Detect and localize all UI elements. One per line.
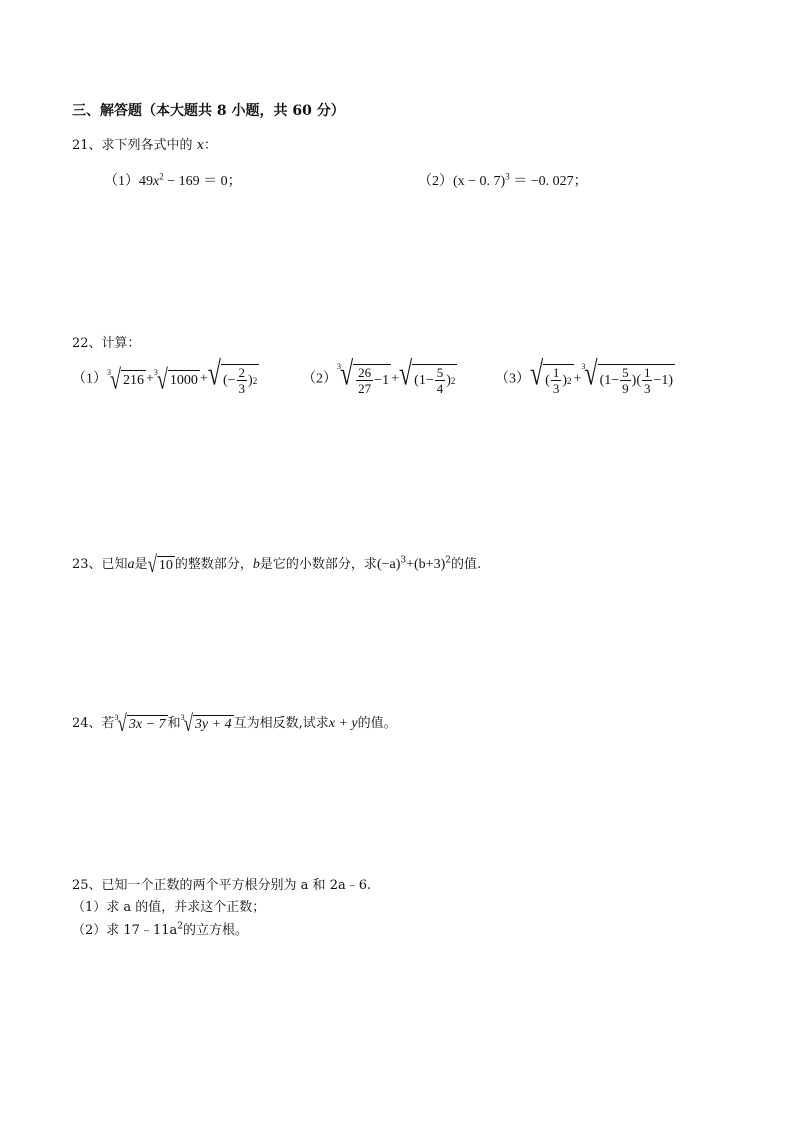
- q23-suffix: 的值.: [450, 557, 482, 572]
- radicand: [543, 364, 573, 395]
- open-paren: (: [545, 372, 550, 388]
- q22-part2: [302, 356, 457, 396]
- minus-one: −1: [374, 372, 390, 388]
- q24-mid2: 互为相反数,试求: [233, 716, 329, 731]
- radical-sign-icon: √: [110, 364, 121, 395]
- q25-line3-suffix: 的立方根。: [182, 923, 248, 938]
- close-paren: ): [446, 372, 451, 388]
- q25-line2: （1）求 a 的值，并求这个正数；: [72, 900, 266, 915]
- q23-mid1: 是: [134, 557, 148, 572]
- close-paren: ): [248, 372, 253, 388]
- q21-part2-rest: ＝ −0. 027；: [509, 174, 588, 189]
- radicand: 216: [121, 370, 146, 390]
- q23-expr1: (−a): [376, 557, 401, 572]
- q22-p1-label: （1）: [72, 371, 107, 387]
- fraction: [237, 366, 248, 395]
- q23-expr2: (b+3): [414, 557, 446, 572]
- q24-prefix: 24、若: [72, 716, 115, 731]
- q22-part1: [72, 356, 259, 396]
- q23-prefix: 23、已知: [72, 557, 128, 572]
- radical-sign-icon: √: [398, 356, 413, 393]
- radicand: 3y + 4: [194, 716, 232, 732]
- numerator: 5: [622, 365, 629, 380]
- radical-sign-icon: √: [156, 364, 168, 395]
- q21-part1-label: （1）: [104, 174, 139, 189]
- q21-part2-label: （2）: [418, 174, 453, 189]
- radical-sign-icon: √: [207, 356, 221, 393]
- denominator: 9: [622, 381, 629, 396]
- q21-part1-rest: − 169 ＝ 0；: [163, 174, 242, 189]
- plus: +: [391, 371, 399, 387]
- denominator: 3: [552, 381, 560, 396]
- plus: +: [199, 371, 208, 387]
- denominator: 3: [643, 381, 651, 396]
- section-title: 三、解答题（本大题共 8 小题，共 60 分）: [72, 103, 345, 119]
- sqrt-frac: [207, 356, 259, 396]
- q21-part1: [104, 170, 242, 190]
- q22-prompt: 22、计算：: [72, 336, 141, 351]
- numerator: 1: [643, 365, 651, 380]
- exponent: 2: [252, 375, 258, 386]
- cbrt-product: [581, 356, 675, 396]
- fraction: [356, 366, 373, 395]
- close-open-paren: )(: [631, 372, 641, 388]
- q22-p3-label: （3）: [495, 371, 530, 387]
- q23-mid2: 的整数部分，: [174, 557, 253, 572]
- q23-mid3: 是它的小数部分，求: [259, 557, 377, 572]
- cbrt-3x-7: [114, 709, 168, 737]
- q25-line1: 25、已知一个正数的两个平方根分别为 a 和 2a﹣6.: [72, 878, 372, 893]
- radicand: [353, 364, 391, 395]
- numerator: 26: [358, 365, 372, 380]
- radical-sign-icon: √: [530, 356, 544, 393]
- cube-index: 3: [114, 712, 119, 722]
- cbrt-frac: [337, 356, 391, 396]
- radical-sign-icon: √: [340, 356, 354, 393]
- fraction: [620, 366, 631, 395]
- radicand: [598, 364, 675, 395]
- radicand: [412, 364, 457, 395]
- sqrt-expr: [398, 356, 457, 396]
- q23-var-a: a: [127, 557, 135, 572]
- q21-prompt-suffix: ：: [204, 138, 218, 153]
- q25-line3-sup: 2: [177, 921, 183, 932]
- q21-part2-expr: (x − 0. 7): [453, 174, 506, 189]
- q21-part1-coef: 49: [139, 174, 153, 189]
- q21-prompt: [72, 134, 217, 153]
- q23-text: [72, 550, 482, 578]
- q23-var-b: b: [252, 557, 260, 572]
- close-minus-one: −1): [653, 372, 674, 388]
- cube-index: 3: [180, 712, 185, 722]
- q21-part2: [418, 170, 588, 190]
- one-minus: (1−: [599, 372, 620, 388]
- q21-prompt-var: x: [196, 138, 205, 153]
- q23-plus: +: [406, 557, 415, 572]
- radicand: [221, 364, 259, 395]
- radical-sign-icon: √: [147, 550, 157, 578]
- q23-exp1: 3: [400, 555, 407, 566]
- cbrt-1000: [153, 364, 200, 395]
- sqrt-frac-third: [530, 356, 574, 396]
- q22-p2-label: （2）: [302, 371, 337, 387]
- radical-sign-icon: √: [183, 709, 193, 737]
- numerator: 5: [436, 365, 444, 380]
- fraction: [642, 366, 653, 395]
- cbrt-216: [107, 364, 146, 395]
- q23-exp2: 2: [445, 555, 451, 566]
- denominator: 4: [436, 381, 444, 396]
- radical-sign-icon: √: [117, 709, 127, 737]
- cbrt-3y+4: [180, 709, 234, 737]
- exponent: 2: [450, 375, 456, 386]
- numerator: 1: [552, 365, 560, 380]
- sqrt-10: [147, 550, 175, 578]
- q22-part3: [495, 356, 675, 396]
- radicand: 3x − 7: [128, 716, 166, 732]
- denominator: 27: [358, 381, 372, 396]
- radicand: 1000: [168, 370, 200, 390]
- numerator: 2: [238, 365, 246, 380]
- fraction: [551, 366, 562, 395]
- cube-index: 3: [581, 362, 586, 371]
- one-minus: (1−: [414, 372, 434, 388]
- plus: +: [145, 371, 154, 387]
- q24-mid: 和: [167, 716, 181, 731]
- denominator: 3: [238, 381, 246, 396]
- cube-index: 3: [337, 362, 341, 371]
- plus: +: [573, 371, 582, 387]
- open-neg: (−: [222, 372, 236, 388]
- radicand: 10: [158, 557, 173, 573]
- q21-part1-exp: 2: [159, 171, 164, 182]
- q24-suffix: 的值。: [357, 716, 397, 731]
- q25-line3-prefix: （2）求 17﹣11a: [72, 923, 178, 938]
- fraction: [435, 366, 446, 395]
- q21-part2-exp: 3: [505, 171, 510, 182]
- q25-line3: [72, 919, 248, 938]
- q21-prompt-prefix: 21、求下列各式中的: [72, 138, 197, 153]
- exponent: 2: [567, 375, 572, 386]
- cube-index: 3: [107, 367, 111, 377]
- q21-part1-var: x: [153, 174, 160, 189]
- q24-expr: x + y: [328, 716, 358, 731]
- radical-sign-icon: √: [584, 356, 598, 393]
- cube-index: 3: [153, 367, 158, 377]
- q24-text: [72, 709, 397, 737]
- close-paren: ): [562, 372, 568, 388]
